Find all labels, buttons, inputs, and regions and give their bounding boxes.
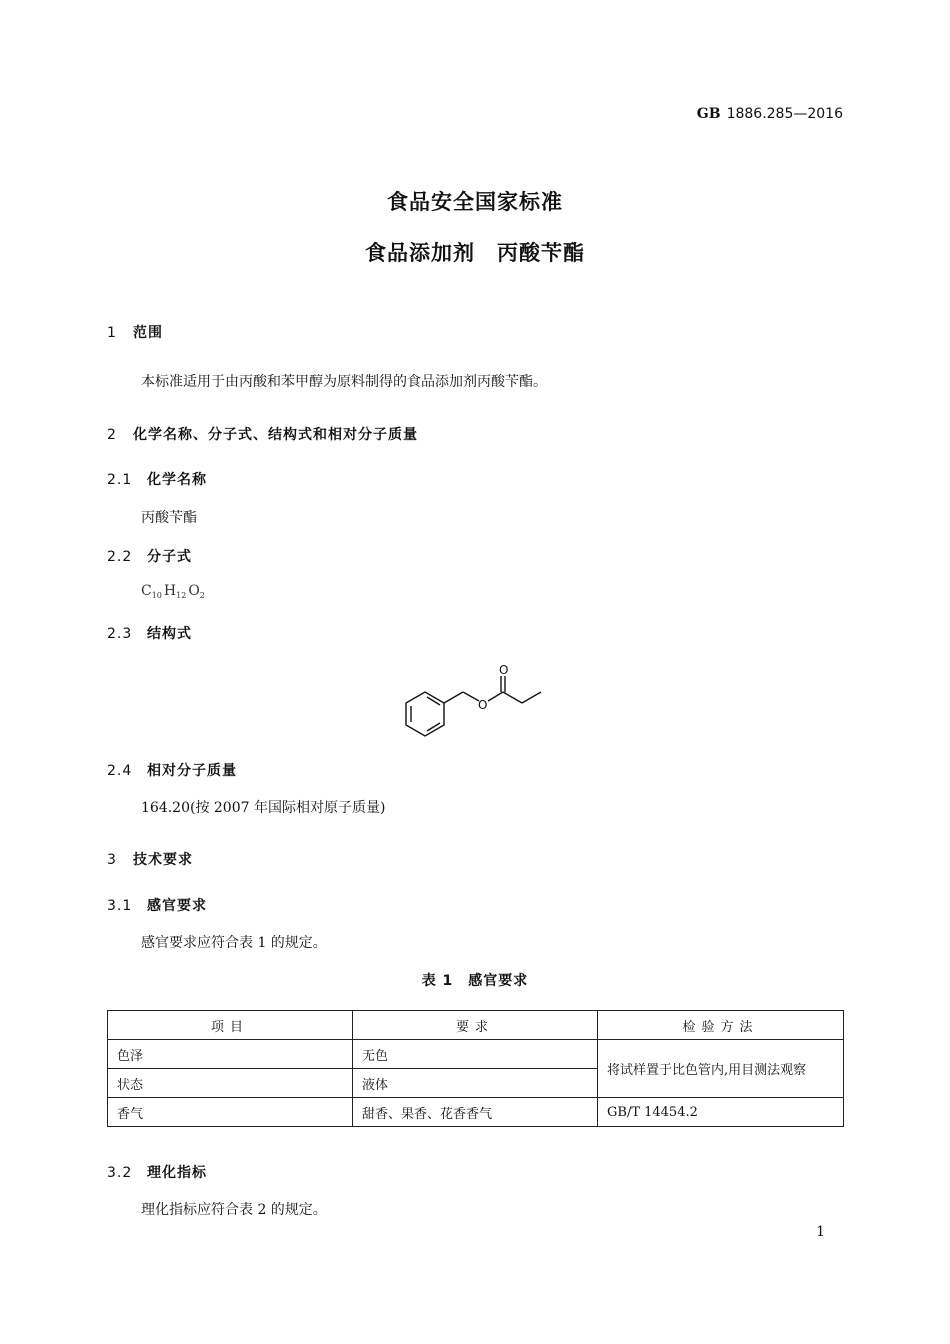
section-3-1-heading: 3.1 感官要求 [107, 898, 207, 914]
table-cell: 无色 [353, 1040, 598, 1069]
document-subtitle: 食品添加剂 丙酸苄酯 [365, 241, 585, 265]
carbonyl-oxygen: O [499, 663, 509, 677]
ester-oxygen: O [478, 698, 488, 712]
section-1-heading: 1 范围 [107, 325, 163, 341]
table-row [108, 1098, 844, 1127]
table-1-caption: 表 1 感官要求 [421, 973, 529, 989]
table-header-cell: 检验方法 [598, 1011, 844, 1040]
table-cell: 状态 [108, 1069, 353, 1098]
section-2-4-heading: 2.4 相对分子质量 [107, 763, 237, 779]
table-cell: 液体 [353, 1069, 598, 1098]
table-cell: 香气 [108, 1098, 353, 1127]
molecular-mass: 164.20(按 2007 年国际相对原子质量) [141, 800, 386, 816]
table-cell: 甜香、果香、花香香气 [353, 1098, 598, 1127]
chemical-name: 丙酸苄酯 [141, 510, 197, 526]
section-3-heading: 3 技术要求 [107, 852, 193, 868]
section-2-2-heading: 2.2 分子式 [107, 549, 192, 565]
page-number: 1 [816, 1224, 825, 1240]
section-2-1-heading: 2.1 化学名称 [107, 472, 207, 488]
structural-formula [396, 657, 556, 741]
table-cell: GB/T 14454.2 [598, 1098, 844, 1127]
section-2-3-heading: 2.3 结构式 [107, 626, 192, 642]
table-cell-merged: 将试样置于比色管内,用目测法观察 [598, 1040, 844, 1098]
table-header-cell: 项目 [108, 1011, 353, 1040]
benzene-ring [406, 692, 444, 736]
table-header-row [108, 1011, 844, 1040]
table-header-cell: 要求 [353, 1011, 598, 1040]
sensory-requirements-table [107, 1010, 844, 1127]
table-cell: 色泽 [108, 1040, 353, 1069]
standard-number: GB 1886.285—2016 [696, 106, 843, 122]
document-title: 食品安全国家标准 [387, 190, 563, 214]
section-1-text: 本标准适用于由丙酸和苯甲醇为原料制得的食品添加剂丙酸苄酯。 [141, 374, 547, 390]
molecular-formula: $C_{10}$ $H_{12}$ $O_2$ [141, 583, 205, 600]
section-3-2-heading: 3.2 理化指标 [107, 1165, 207, 1181]
section-3-2-text: 理化指标应符合表 2 的规定。 [141, 1202, 327, 1218]
section-2-heading: 2 化学名称、分子式、结构式和相对分子质量 [107, 427, 418, 443]
table-row [108, 1040, 844, 1069]
section-3-1-text: 感官要求应符合表 1 的规定。 [141, 935, 327, 951]
